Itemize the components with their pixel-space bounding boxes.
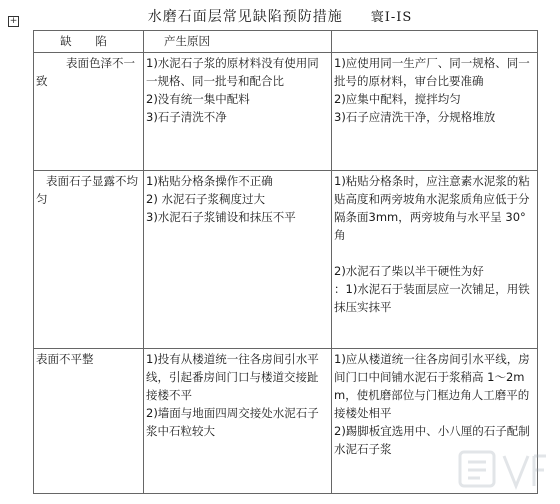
table-row (34, 171, 538, 349)
measure-item: 2)水泥石了柴以半干硬性为好 (334, 264, 484, 278)
watermark-logo-icon (454, 444, 554, 500)
measure-item: 1)应使用同一生产厂、同一规格、同一批号的原材料，审台比要准确 (334, 56, 530, 88)
cause-item: 2)没有统一集中配料 (146, 92, 250, 106)
cause-item: 2) 水泥石子浆稠度过大 (146, 192, 265, 206)
defects-table (33, 30, 538, 494)
measure-item: 2)应集中配料，搅拌均匀 (334, 92, 461, 106)
table-row (34, 53, 538, 171)
defect-cell: 表面石子显露不均匀 (34, 171, 144, 349)
measure-spacer (334, 244, 535, 262)
table-header-row (34, 31, 538, 53)
measure-item: 1)粘贴分格条时，应注意素水泥浆的粘贴高度和两旁坡角水泥浆质角应低于分隔条面3mm，两旁坡角与水平呈 30°角 (334, 174, 530, 242)
defect-cell: 表面不平整 (34, 349, 144, 494)
measure-cell (332, 53, 538, 171)
defect-cell: 表面色泽不一致 (34, 53, 144, 171)
cause-item: 1)粘贴分格条操作不正确 (146, 174, 273, 188)
measure-item: 3)石子应清洗干净，分规格堆放 (334, 110, 496, 124)
title-text: 水磨石面层常见缺陷预防措施 (147, 9, 343, 25)
measure-item: 2)踢脚板宜选用中、小八厘的石子配制水泥石子浆 (334, 424, 530, 456)
cause-item: 3)水泥石子浆铺设和抹压不平 (146, 210, 296, 224)
cause-item: 3)石子清洗不净 (146, 110, 227, 124)
header-defect: 缺 陷 (34, 31, 144, 53)
table-anchor-plus-icon[interactable]: + (9, 16, 18, 26)
cause-cell (144, 171, 332, 349)
title-code: 寰I-IS (370, 10, 413, 25)
cause-cell (144, 349, 332, 494)
cause-item: 1)水泥石子浆的原材料没有使用同一规格、同一批号和配合比 (146, 56, 319, 88)
document-title (0, 6, 560, 26)
cause-item: 2)墙面与地面四周交接处水泥石子浆中石粒较大 (146, 406, 319, 438)
measure-item: 1)应从楼道统一往各房间引水平线，房间门口中间铺水泥石于浆稍高 1～2mm，使机磨部位与门框边角人工磨平的接楼处相平 (334, 352, 530, 420)
header-cause: 产生原因 (144, 31, 332, 53)
header-measures (332, 31, 538, 53)
measure-cell (332, 171, 538, 349)
cause-cell (144, 53, 332, 171)
measure-item: ：1)水泥石于装面层应一次铺足，用铁抹压实抹平 (334, 282, 530, 314)
cause-item: 1)投有从楼道统一往各房间引水平线，引起番房间门口与楼道交接趾接楼不平 (146, 352, 319, 402)
